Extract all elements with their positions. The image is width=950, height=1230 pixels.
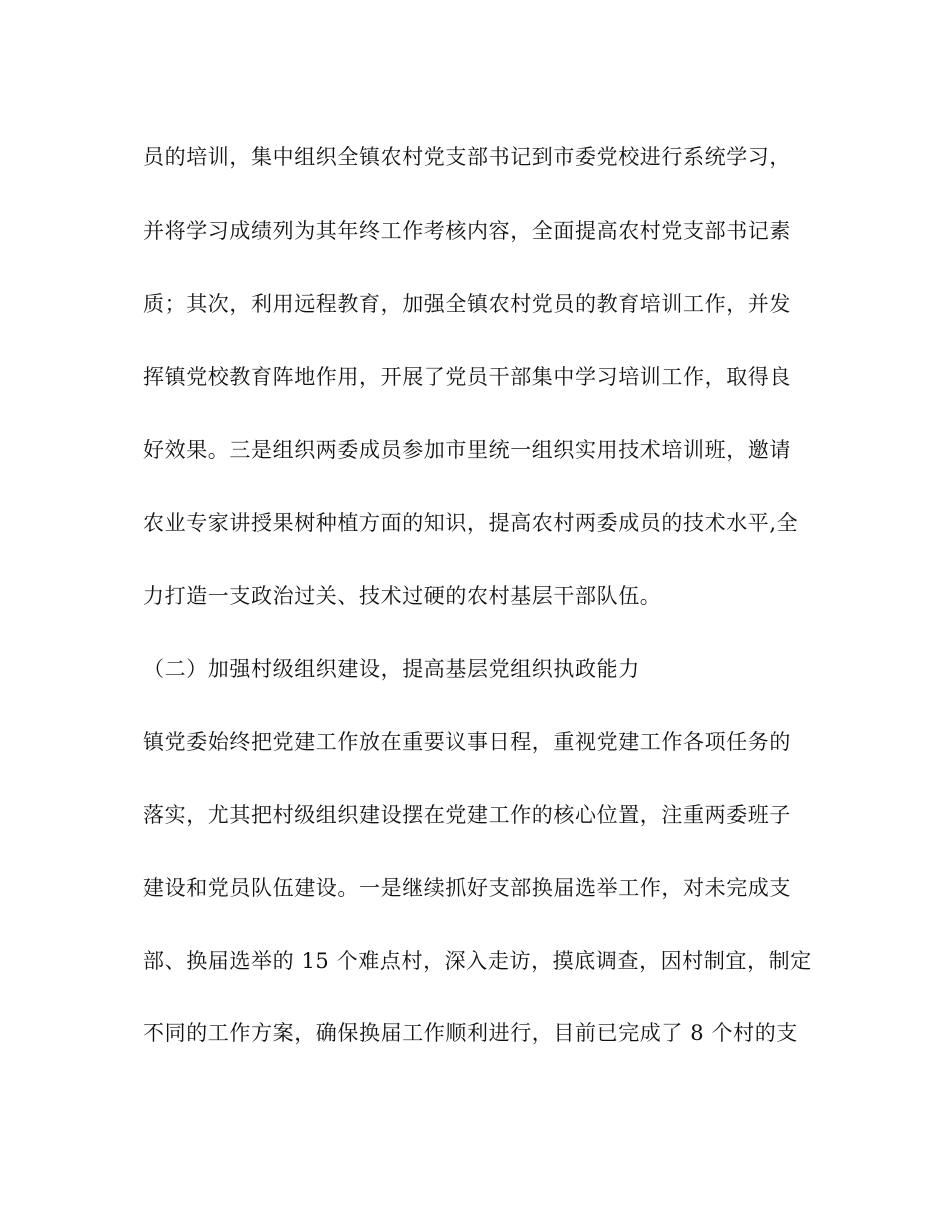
body-text-line: 落实，尤其把村级组织建设摆在党建工作的核心位置，注重两委班子 xyxy=(143,803,791,827)
body-text-line: 部、换届选举的 15 个难点村，深入走访，摸底调查，因村制宜，制定 xyxy=(143,949,812,973)
body-text-line: 镇党委始终把党建工作放在重要议事日程，重视党建工作各项任务的 xyxy=(143,730,791,754)
body-text-line: 建设和党员队伍建设。一是继续抓好支部换届选举工作，对未完成支 xyxy=(143,876,791,900)
body-text-line: 不同的工作方案，确保换届工作顺利进行，目前已完成了 8 个村的支 xyxy=(143,1021,798,1045)
body-text-line: 力打造一支政治过关、技术过硬的农村基层干部队伍。 xyxy=(143,584,662,608)
body-text-line: 员的培训，集中组织全镇农村党支部书记到市委党校进行系统学习， xyxy=(143,145,791,169)
body-text-line: 农业专家讲授果树种植方面的知识，提高农村两委成员的技术水平,全 xyxy=(143,511,799,535)
body-text-line: 好效果。三是组织两委成员参加市里统一组织实用技术培训班，邀请 xyxy=(143,438,791,462)
section-heading: （二）加强村级组织建设，提高基层党组织执政能力 xyxy=(143,657,640,681)
body-text-line: 并将学习成绩列为其年终工作考核内容，全面提高农村党支部书记素 xyxy=(143,219,791,243)
body-text-line: 质；其次，利用远程教育，加强全镇农村党员的教育培训工作，并发 xyxy=(143,292,791,316)
body-text-line: 挥镇党校教育阵地作用，开展了党员干部集中学习培训工作，取得良 xyxy=(143,365,791,389)
